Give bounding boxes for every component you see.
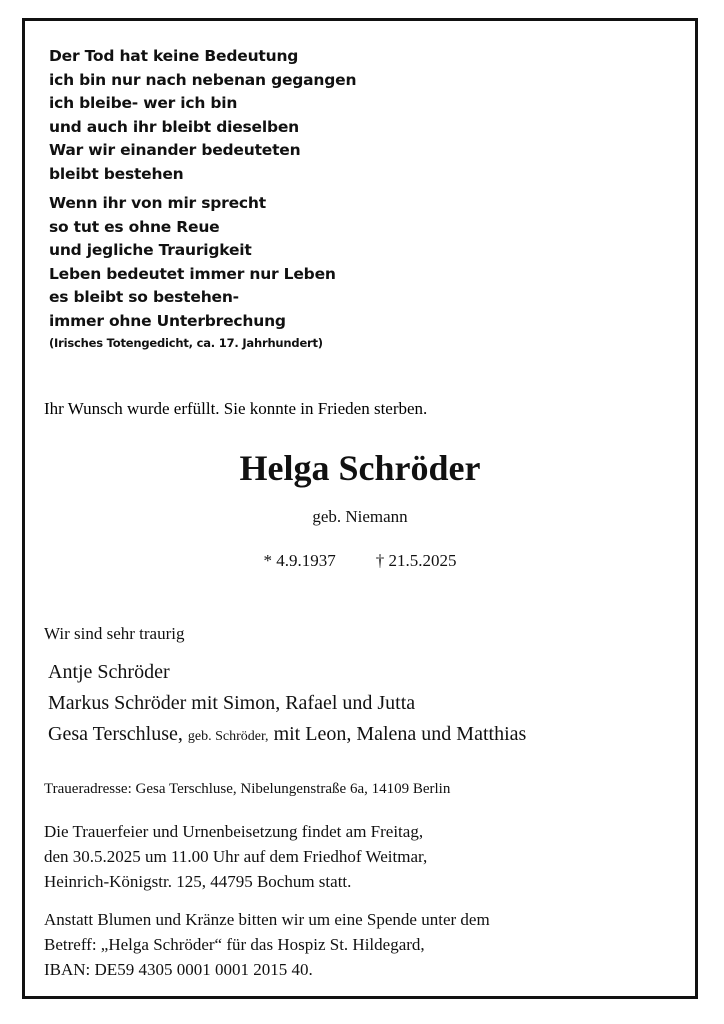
obituary-frame <box>22 18 698 999</box>
poem-line: ich bleibe- wer ich bin <box>49 94 238 112</box>
poem-line: bleibt bestehen <box>49 164 184 183</box>
ceremony-line: Die Trauerfeier und Urnenbeisetzung findet am Freitag, <box>44 822 424 841</box>
family-list <box>48 657 526 752</box>
family-member-name: Gesa Terschluse, <box>48 723 183 745</box>
ceremony-line: den 30.5.2025 um 11.00 Uhr auf dem Friedhof Weitmar, <box>44 847 428 866</box>
family-member <box>48 719 526 752</box>
donation-line: IBAN: DE59 4305 0001 0001 2015 40. <box>44 960 313 979</box>
death-date: † 21.5.2025 <box>375 551 457 570</box>
poem-line: und jegliche Traurigkeit <box>49 241 252 259</box>
poem-line: Wenn ihr von mir sprecht <box>49 194 266 212</box>
ceremony-info <box>44 819 427 894</box>
poem-source: (Irisches Totengedicht, ca. 17. Jahrhundert) <box>49 336 323 350</box>
ceremony-line: Heinrich-Königstr. 125, 44795 Bochum statt. <box>44 872 352 891</box>
mourning-address: Traueradresse: Gesa Terschluse, Nibelungenstraße 6a, 14109 Berlin <box>44 781 451 797</box>
life-dates <box>25 551 695 571</box>
family-member-born-name: geb. Schröder, <box>187 729 269 744</box>
poem-line: und auch ihr bleibt dieselben <box>49 117 300 136</box>
poem-line: so tut es ohne Reue <box>49 217 220 236</box>
poem-stanza-2 <box>49 192 669 353</box>
donation-line: Anstatt Blumen und Kränze bitten wir um eine Spende unter dem <box>44 910 490 929</box>
deceased-name: Helga Schröder <box>239 448 481 488</box>
poem-line: es bleibt so bestehen- <box>49 288 239 306</box>
poem <box>49 45 669 359</box>
donation-line: Betreff: „Helga Schröder“ für das Hospiz St. Hildegard, <box>44 935 425 954</box>
family-member: Markus Schröder mit Simon, Rafael und Jutta <box>48 692 416 714</box>
poem-line: immer ohne Unterbrechung <box>49 311 286 330</box>
wish-statement: Ihr Wunsch wurde erfüllt. Sie konnte in Frieden sterben. <box>44 399 428 418</box>
donation-info <box>44 907 490 982</box>
birth-name: geb. Niemann <box>312 507 408 526</box>
poem-stanza-1 <box>49 45 669 186</box>
poem-line: War wir einander bedeuteten <box>49 141 301 159</box>
poem-line: Der Tod hat keine Bedeutung <box>49 47 299 65</box>
mourning-intro: Wir sind sehr traurig <box>44 624 185 643</box>
birth-date: * 4.9.1937 <box>263 551 336 570</box>
poem-line: ich bin nur nach nebenan gegangen <box>49 70 357 89</box>
family-member-children: mit Leon, Malena und Matthias <box>273 723 527 745</box>
family-member: Antje Schröder <box>48 661 170 683</box>
poem-line: Leben bedeutet immer nur Leben <box>49 264 336 283</box>
